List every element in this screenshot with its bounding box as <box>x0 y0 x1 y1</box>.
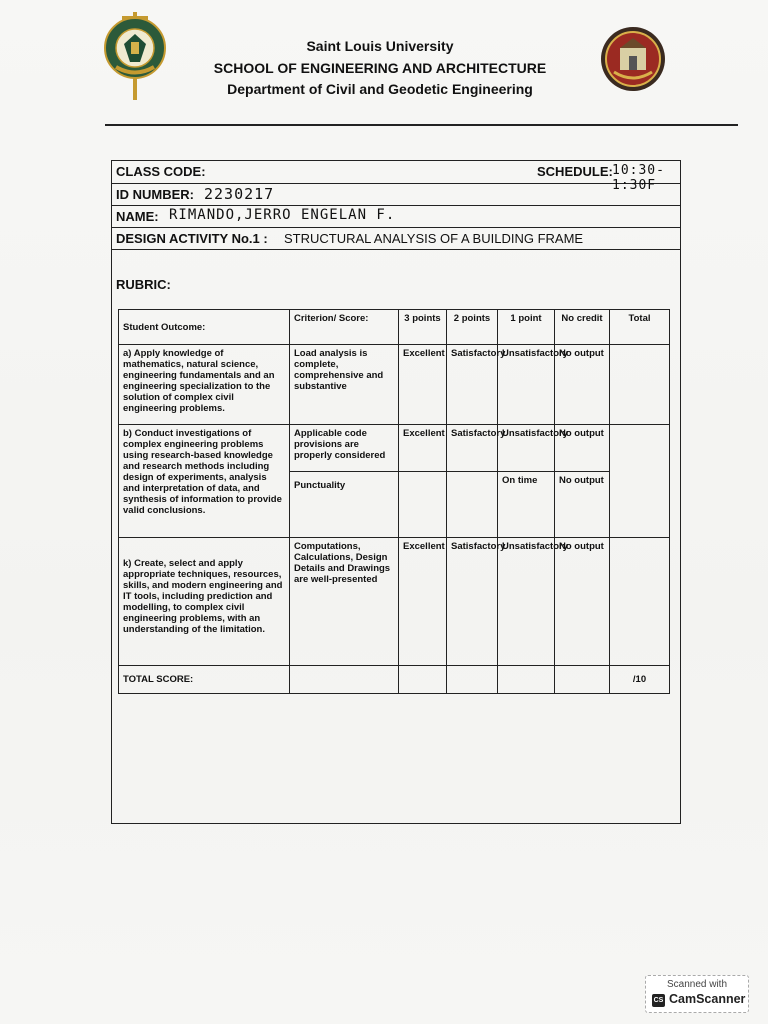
department-seal-icon <box>600 26 666 92</box>
schedule-label: SCHEDULE: <box>537 164 613 179</box>
header-1-point: 1 point <box>498 310 555 345</box>
total-cell <box>610 345 670 425</box>
criterion-load-analysis: Load analysis is complete, comprehensive and substantive <box>290 345 399 425</box>
criterion-code-provisions: Applicable code provisions are properly considered <box>290 425 399 472</box>
empty-cell <box>498 666 555 694</box>
university-name: Saint Louis University <box>306 38 454 54</box>
score-unsatisfactory: Unsatisfactory <box>498 425 555 472</box>
department-name: Department of Civil and Geodetic Engineering <box>227 81 533 97</box>
design-activity-row <box>112 228 680 250</box>
outcome-k: k) Create, select and apply appropriate techniques, resources, skills, and modern engineering and IT tools, including prediction and modelling, to complex civil engineering problems, with an understanding of the limitation. <box>119 538 290 666</box>
empty-cell <box>555 666 610 694</box>
camscanner-badge <box>645 975 749 1013</box>
header-total: Total <box>610 310 670 345</box>
score-on-time: On time <box>498 472 555 538</box>
name-row <box>112 206 680 228</box>
rubric-header-row <box>119 310 670 345</box>
table-row <box>119 425 670 472</box>
university-seal-icon <box>100 12 170 102</box>
empty-cell <box>290 666 399 694</box>
table-row <box>119 538 670 666</box>
criterion-computations: Computations, Calculations, Design Details and Drawings are well-presented <box>290 538 399 666</box>
name-label: NAME: <box>116 209 159 224</box>
design-activity-label: DESIGN ACTIVITY No.1 : <box>116 231 268 246</box>
total-score-row <box>119 666 670 694</box>
total-cell <box>610 425 670 538</box>
total-score-label: TOTAL SCORE: <box>119 666 290 694</box>
score-unsatisfactory: Unsatisfactory <box>498 538 555 666</box>
criterion-punctuality: Punctuality <box>290 472 399 538</box>
header-3-points: 3 points <box>399 310 447 345</box>
score-satisfactory: Satisfactory <box>447 425 498 472</box>
name-value: RIMANDO,JERRO ENGELAN F. <box>169 207 396 223</box>
score-no-output: No output <box>555 538 610 666</box>
scanned-with-text: Scanned with <box>666 979 728 990</box>
score-blank <box>447 472 498 538</box>
score-excellent: Excellent <box>399 345 447 425</box>
score-blank <box>399 472 447 538</box>
class-code-row <box>112 161 680 193</box>
score-satisfactory: Satisfactory <box>447 538 498 666</box>
class-code-label: CLASS CODE: <box>116 164 206 179</box>
rubric-table <box>118 309 670 694</box>
outcome-b: b) Conduct investigations of complex engineering problems using research-based knowledge and research methods including design of experiments, analysis and interpretation of data, and synthesis of information to provide valid conclusions. <box>119 425 290 538</box>
schedule-value: 10:30-1:30F <box>612 163 665 193</box>
score-no-output: No output <box>555 345 610 425</box>
activity-form <box>111 160 681 824</box>
header-2-points: 2 points <box>447 310 498 345</box>
header-no-credit: No credit <box>555 310 610 345</box>
design-activity-value: STRUCTURAL ANALYSIS OF A BUILDING FRAME <box>284 231 584 246</box>
empty-cell <box>447 666 498 694</box>
school-name: SCHOOL OF ENGINEERING AND ARCHITECTURE <box>213 60 547 76</box>
id-number-value: 2230217 <box>204 185 275 203</box>
empty-cell <box>399 666 447 694</box>
score-no-output: No output <box>555 472 610 538</box>
table-row <box>119 345 670 425</box>
rubric-label: RUBRIC: <box>116 277 171 292</box>
header-student-outcome: Student Outcome: <box>119 310 290 345</box>
score-no-output: No output <box>555 425 610 472</box>
total-score-value: /10 <box>610 666 670 694</box>
id-number-label: ID NUMBER: <box>116 187 194 202</box>
score-excellent: Excellent <box>399 538 447 666</box>
score-excellent: Excellent <box>399 425 447 472</box>
id-number-row <box>112 184 680 206</box>
score-satisfactory: Satisfactory <box>447 345 498 425</box>
header-criterion: Criterion/ Score: <box>290 310 399 345</box>
total-cell <box>610 538 670 666</box>
score-unsatisfactory: Unsatisfactory <box>498 345 555 425</box>
camscanner-logo-icon: CS <box>652 994 665 1007</box>
header-divider <box>105 124 738 126</box>
outcome-a: a) Apply knowledge of mathematics, natural science, engineering fundamentals and an engineering specialization to the solution of complex civil engineering problems. <box>119 345 290 425</box>
camscanner-name: CamScanner <box>669 992 746 1006</box>
